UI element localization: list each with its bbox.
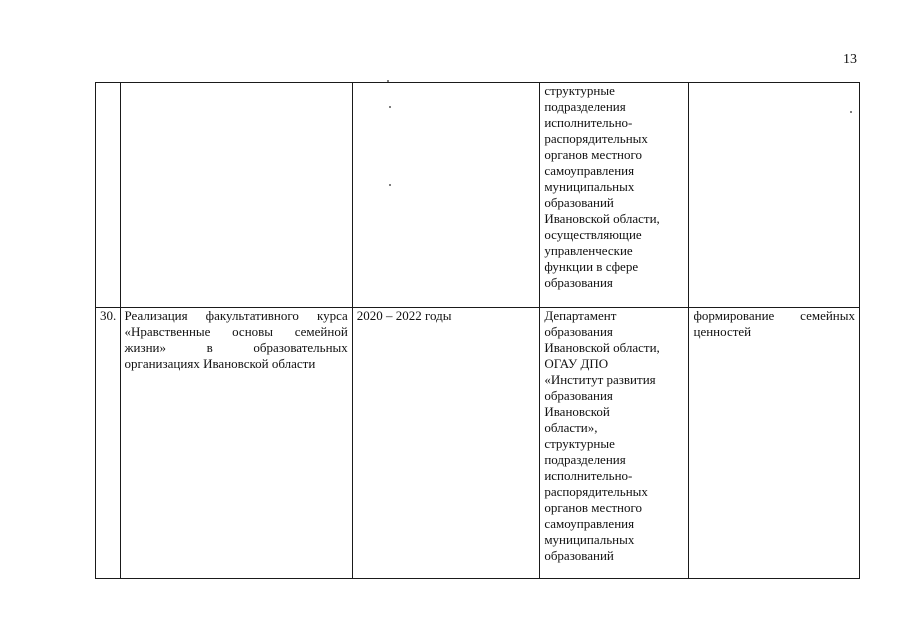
event-name: Реализация факультативного курса «Нравственные основы семейной жизни» в образовательных организациях Ивановской области [124,308,348,371]
cell-executor [540,308,689,579]
scan-speck [387,80,389,82]
page-number: 13 [843,52,857,67]
cell-event-name [120,83,352,308]
executor-text: Департамент образования Ивановской области, ОГАУ ДПО «Институт развития образования Ивановской области», структурные подразделения исполнительно- распорядительных органов местного самоуправления муниципальных образований [544,308,660,563]
executor-text: структурные подразделения исполнительно- распорядительных органов местного самоуправления муниципальных образований Ивановской области, осуществляющие управленческие функции в сфере образования [544,83,660,290]
cell-executor [540,83,689,308]
period-text: 2020 – 2022 годы [356,308,452,323]
row-number: 30. [100,308,117,323]
table-row [96,308,860,579]
cell-period [352,308,540,579]
result-text: формирование семейных ценностей [693,308,855,339]
scan-speck [850,111,852,113]
cell-number [96,308,121,579]
scan-speck [389,106,391,108]
cell-period [352,83,540,308]
cell-event-name [120,308,352,579]
document-table [95,82,860,579]
cell-result [689,83,860,308]
cell-result [689,308,860,579]
table-row [96,83,860,308]
cell-number [96,83,121,308]
scan-speck [389,184,391,186]
